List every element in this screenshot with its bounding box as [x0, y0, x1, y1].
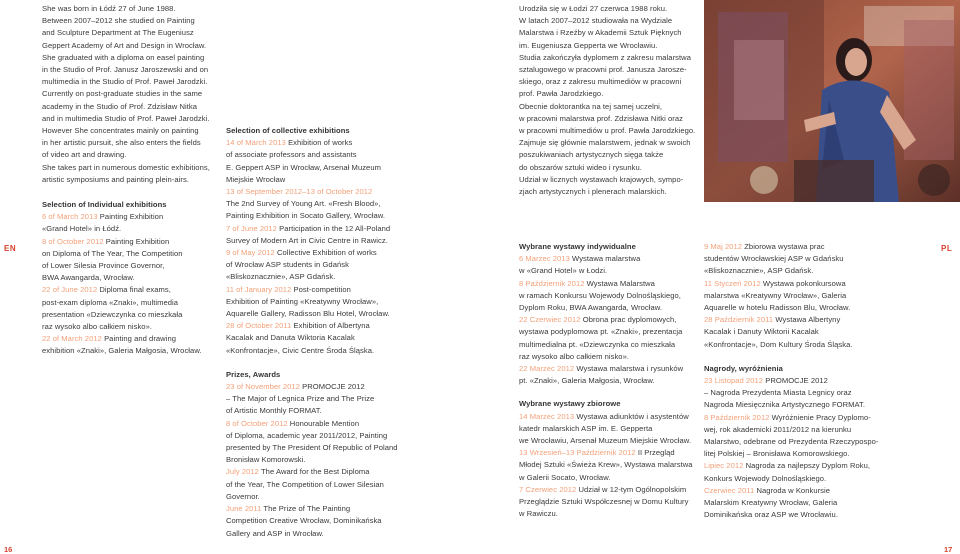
entry-text: Wystawa Albertyny — [773, 315, 841, 325]
en-collective-exhibitions — [226, 125, 422, 357]
entry-date: 8 Październik 2012 — [704, 412, 770, 422]
bio-line: zjach artystycznych i plenerach malarskich. — [519, 187, 667, 197]
pl-collective-exhibitions-continued — [704, 241, 888, 351]
bio-line: w pracowni multimediów u prof. Pawła Jarodzkiego. — [519, 126, 696, 136]
section-heading: Wybrane wystawy zbiorowe — [519, 399, 621, 409]
bio-line: and in multimedia Studio of Prof. Paweł Jarodzki. — [42, 113, 210, 123]
exhibition-entry — [704, 278, 888, 290]
entry-text: Wystawa pokonkursowa — [760, 278, 846, 288]
entry-date: July 2012 — [226, 467, 259, 477]
bio-line: She takes part in numerous domestic exhibitions, — [42, 162, 210, 172]
entry-date: 28 Październik 2011 — [704, 315, 774, 325]
section-heading: Prizes, Awards — [226, 369, 281, 379]
exhibition-entry — [519, 253, 703, 265]
bio-line: in the Studio of Prof. Janusz Jaroszewski and on — [42, 65, 209, 75]
entry-line: of the Year, The Competition of Lower Silesian — [226, 479, 384, 489]
entry-line: on Diploma of The Year, The Competition — [42, 248, 183, 258]
entry-line: w «Grand Hotel» w Łodzi. — [519, 266, 608, 276]
entry-text: The Award for the Best Diploma — [258, 467, 370, 477]
entry-date: Lipiec 2012 — [704, 461, 744, 471]
exhibition-entry — [226, 466, 422, 478]
bio-line: academy in the Studio of Prof. Zdzisław Nitka — [42, 101, 198, 111]
entry-line: Governor. — [226, 491, 260, 501]
entry-date: 22 Czerwiec 2012 — [519, 315, 581, 325]
entry-date: 8 of October 2012 — [226, 418, 288, 428]
bio-line: in her artistic pursuit, she also enters the fields — [42, 138, 201, 148]
exhibition-entry — [519, 314, 703, 326]
section-heading: Nagrody, wyróżnienia — [704, 363, 783, 373]
bio-line: She was born in Łódź 27 of June 1988. — [42, 4, 176, 13]
exhibition-entry — [226, 223, 422, 235]
page-number-right: 17 — [944, 545, 953, 554]
entry-date: 28 of October 2011 — [226, 321, 292, 331]
bio-line: multimedia in the Studio of Prof. Paweł Jarodzki. — [42, 77, 208, 87]
en-individual-exhibitions — [42, 199, 228, 358]
entry-line: Malarstwo, odebrane od Prezydenta Rzeczypospo- — [704, 437, 879, 447]
bio-line: Zajmuje się głównie malarstwem, jednak w swoich — [519, 138, 691, 148]
language-label-pl: PL — [941, 244, 953, 253]
bio-line: skiego, oraz z zakresu multimediów w pracowni — [519, 77, 682, 87]
exhibition-entry — [704, 460, 888, 472]
entry-line: Dyplom Roku, BWA Awangarda, Wrocław. — [519, 303, 663, 313]
entry-date: 6 Marzec 2013 — [519, 254, 570, 264]
entry-line: – Nagroda Prezydenta Miasta Legnicy oraz — [704, 388, 852, 398]
entry-line: exhibition «Znaki», Galeria Małgosia, Wrocław. — [42, 346, 202, 356]
bio-line: Obecnie doktorantka na tej samej uczelni, — [519, 101, 663, 111]
entry-text: Painting Exhibition — [103, 236, 170, 246]
entry-line: Nagroda Miesięcznika Artystycznego FORMAT. — [704, 400, 866, 410]
entry-date: 9 of May 2012 — [226, 248, 275, 258]
exhibition-entry — [226, 418, 422, 430]
exhibition-entry — [42, 211, 228, 223]
entry-text: Painting and drawing — [101, 334, 176, 344]
entry-text: Wystawa malarstwa i rysunków — [574, 364, 684, 374]
entry-line: «Konfrontacje», Civic Centre Środa Śląska. — [226, 345, 375, 355]
entry-date: 11 Styczeń 2012 — [704, 278, 761, 288]
entry-date: 22 Marzec 2012 — [519, 364, 575, 374]
entry-text: PROMOCJE 2012 — [763, 376, 828, 386]
bio-line: poszukiwaniach artystycznych sięga także — [519, 150, 664, 160]
en-column-1 — [42, 3, 228, 358]
entry-line: Kacalak and Danuta Wiktoria Kacalak — [226, 333, 355, 343]
bio-line: Currently on post-graduate studies in the same — [42, 89, 203, 99]
entry-date: 8 Październik 2012 — [519, 278, 585, 288]
entry-text: The Prize of The Painting — [261, 504, 351, 514]
bio-line: sztalugowego w pracowni prof. Janusza Jarosze- — [519, 65, 687, 75]
entry-text: Honourable Mention — [287, 418, 360, 428]
entry-line: Aquarelle w hotelu Radisson Blu, Wrocław. — [704, 303, 851, 313]
entry-line: Aquarelle Gallery, Radisson Blu Hotel, Wrocław. — [226, 309, 390, 319]
entry-text: Painting Exhibition — [97, 212, 164, 222]
entry-date: 7 of June 2012 — [226, 223, 277, 233]
bio-line: Malarstwa i Rzeźby w Akademii Sztuk Pięknych — [519, 28, 682, 38]
exhibition-entry — [226, 247, 422, 259]
entry-text: Wyróżnienie Pracy Dyplomo- — [769, 412, 871, 422]
exhibition-entry — [704, 241, 888, 253]
entry-line: of Lower Silesia Province Governor, — [42, 261, 165, 271]
pl-prizes-awards — [704, 363, 888, 522]
exhibition-entry — [519, 447, 703, 459]
exhibition-entry — [42, 236, 228, 248]
bio-line: artistic symposiums and painting plein-airs. — [42, 174, 189, 184]
pl-biography — [519, 3, 703, 198]
entry-line: Przeglądzie Sztuki Współczesnej w Domu Kultury — [519, 497, 689, 507]
entry-line: presentation «Dziewczynka co mieszkała — [42, 309, 183, 319]
entry-text: Participation in the 12 All-Poland — [276, 223, 391, 233]
entry-date: 14 of March 2013 — [226, 138, 286, 148]
entry-line: pt. «Znaki», Galeria Małgosia, Wrocław. — [519, 376, 655, 386]
entry-date: 22 of June 2012 — [42, 285, 98, 295]
exhibition-entry — [226, 137, 422, 149]
bio-line: Between 2007–2012 she studied on Painting — [42, 16, 195, 26]
en-prizes-awards — [226, 369, 422, 540]
entry-line: Kacalak i Danuty Wiktorii Kacalak — [704, 327, 819, 337]
bio-line: Urodziła się w Łodzi 27 czerwca 1988 roku. — [519, 4, 668, 13]
entry-line: we Wrocławiu, Arsenał Muzeum Miejskie Wrocław. — [519, 436, 692, 446]
entry-line: of Wrocław ASP students in Gdańsk — [226, 260, 349, 270]
entry-text: Wystawa malarstwa — [569, 254, 641, 264]
entry-line: malarstwa «Kreatywny Wrocław», Galeria — [704, 290, 847, 300]
exhibition-entry — [704, 485, 888, 497]
entry-line: The 2nd Survey of Young Art. «Fresh Blood», — [226, 199, 381, 209]
entry-line: presented by The President Of Republic of Poland — [226, 443, 398, 453]
section-heading: Selection of collective exhibitions — [226, 126, 350, 135]
entry-line: Exhibition of Painting «Kreatywny Wrocław», — [226, 296, 379, 306]
entry-line: Malarskim Kreatywny Wrocław, Galeria — [704, 498, 838, 508]
entry-line: katedr malarskich ASP im. E. Gepperta — [519, 423, 653, 433]
entry-line: w ramach Konkursu Wojewody Dolnośląskiego, — [519, 290, 681, 300]
entry-line: wystawa podyplomowa pt. «Znaki», prezentacja — [519, 327, 683, 337]
entry-text: Diploma final exams, — [97, 285, 171, 295]
page-number-left: 16 — [4, 545, 13, 554]
section-heading: Wybrane wystawy indywidualne — [519, 242, 636, 251]
exhibition-entry — [42, 333, 228, 345]
bio-line: Studia zakończyła dyplomem z zakresu malarstwa — [519, 52, 691, 62]
exhibition-entry — [704, 412, 888, 424]
pl-column-2 — [519, 241, 703, 520]
exhibition-entry — [704, 375, 888, 387]
entry-text: Post-competition — [291, 284, 351, 294]
entry-date: 9 Maj 2012 — [704, 242, 743, 251]
entry-line: Młodej Sztuki «Świeża Krew», Wystawa malarstwa — [519, 460, 693, 470]
pl-collective-exhibitions — [519, 398, 703, 520]
bio-line: She graduated with a diploma on easel painting — [42, 52, 205, 62]
bio-line: W latach 2007–2012 studiowała na Wydziale — [519, 16, 673, 26]
entry-text: Collective Exhibition of works — [274, 248, 377, 258]
bio-line: prof. Pawła Jarodzkiego. — [519, 89, 604, 99]
section-heading: Selection of Individual exhibitions — [42, 200, 167, 210]
bio-line: Geppert Academy of Art and Design in Wrocław. — [42, 40, 207, 50]
entry-line: wej, rok akademicki 2011/2012 na kierunku — [704, 424, 852, 434]
entry-line: of associate professors and assistants — [226, 150, 357, 160]
language-label-en: EN — [4, 244, 17, 253]
entry-line: Dominikańska oraz ASP we Wrocławiu. — [704, 510, 838, 520]
entry-line: Konkurs Wojewody Dolnośląskiego. — [704, 473, 827, 483]
bio-line: im. Eugeniusza Gepperta we Wrocławiu. — [519, 40, 658, 50]
entry-date: 13 Wrzesień–13 Październik 2012 — [519, 448, 636, 458]
entry-date: 23 of November 2012 — [226, 382, 300, 392]
exhibition-entry — [226, 381, 422, 393]
exhibition-entry — [226, 503, 422, 515]
entry-text: Nagroda w Konkursie — [754, 485, 831, 495]
entry-date: 6 of March 2013 — [42, 212, 98, 222]
exhibition-entry — [42, 284, 228, 296]
artist-painting-photo — [704, 0, 960, 202]
entry-date: June 2011 — [226, 504, 262, 514]
entry-line: «Konfrontacje», Dom Kultury Środa Śląska. — [704, 339, 853, 349]
exhibition-entry — [519, 411, 703, 423]
entry-line: «Bliskoznacznie», ASP Gdańsk. — [226, 272, 336, 282]
bio-line: w pracowni malarstwa prof. Zdzisława Nitki oraz — [519, 113, 683, 123]
en-column-2 — [226, 125, 422, 540]
pl-individual-exhibitions — [519, 241, 703, 387]
entry-text: Obrona prac dyplomowych, — [580, 315, 677, 325]
exhibition-entry — [704, 314, 888, 326]
entry-text: Wystawa Malarstwa — [584, 278, 655, 288]
entry-date: 14 Marzec 2013 — [519, 411, 575, 421]
entry-text: Wystawa adiunktów i asystentów — [574, 411, 689, 421]
exhibition-entry — [519, 363, 703, 375]
entry-line: of Artistic Monthly FORMAT. — [226, 406, 322, 416]
entry-text: Zbiorowa wystawa prac — [742, 242, 825, 251]
entry-line: studentów Wrocławskiej ASP w Gdańsku — [704, 254, 844, 264]
entry-line: multimedialna pt. «Dziewczynka co mieszkała — [519, 339, 676, 349]
entry-line: E. Geppert ASP in Wrocław, Arsenał Muzeum — [226, 162, 381, 172]
bio-line: do obszarów sztuki wideo i rysunku. — [519, 162, 642, 172]
entry-line: Miejskie Wrocław — [226, 174, 286, 184]
entry-line: post-exam diploma «Znaki», multimedia — [42, 297, 179, 307]
bio-line: Udział w licznych wystawach krajowych, sympo- — [519, 174, 684, 184]
entry-date: Czerwiec 2011 — [704, 485, 755, 495]
entry-date: 7 Czerwiec 2012 — [519, 484, 577, 494]
entry-text: Udział w 12-tym Ogólnopolskim — [576, 484, 687, 494]
bio-line: However She concentrates mainly on painting — [42, 126, 199, 136]
pl-column-1 — [519, 3, 703, 198]
entry-line: Gallery and ASP in Wrocław. — [226, 528, 324, 538]
entry-line: Survey of Modern Art in Civic Centre in Rawicz. — [226, 235, 388, 245]
entry-line: – The Major of Legnica Prize and The Prize — [226, 394, 375, 404]
artist-photo — [704, 0, 960, 202]
exhibition-entry — [226, 320, 422, 332]
exhibition-entry — [519, 278, 703, 290]
entry-line: Competition Creative Wrocław, Dominikańska — [226, 516, 382, 526]
entry-line: «Bliskoznacznie», ASP Gdańsk. — [704, 266, 814, 276]
entry-line: w Galerii Socato, Wrocław. — [519, 472, 611, 482]
entry-text: Exhibition of works — [285, 138, 353, 148]
entry-line: Painting Exhibition in Socato Gallery, Wrocław. — [226, 211, 386, 221]
entry-date: 11 of January 2012 — [226, 284, 292, 294]
entry-line: Bronisław Komorowski. — [226, 455, 306, 465]
bio-line: of video art and drawing. — [42, 150, 127, 160]
entry-date: 13 of September 2012–13 of October 2012 — [226, 187, 373, 197]
entry-line: «Grand Hotel» in Łódź. — [42, 224, 122, 234]
exhibition-entry — [226, 284, 422, 296]
entry-line: raz wysoko albo całkiem nisko». — [42, 322, 153, 332]
entry-date: 23 Listopad 2012 — [704, 376, 764, 386]
entry-line: w Rawiczu. — [519, 509, 558, 519]
entry-line: BWA Awangarda, Wrocław. — [42, 273, 135, 283]
entry-text: Exhibition of Albertyna — [291, 321, 370, 331]
entry-date: 22 of March 2012 — [42, 334, 102, 344]
entry-text: Nagroda za najlepszy Dyplom Roku, — [743, 461, 871, 471]
entry-line: of Diploma, academic year 2011/2012, Painting — [226, 430, 388, 440]
entry-text: II Przegląd — [635, 448, 675, 458]
en-biography — [42, 3, 228, 186]
exhibition-entry — [226, 186, 422, 198]
exhibition-entry — [519, 484, 703, 496]
entry-text: PROMOCJE 2012 — [299, 382, 365, 392]
pl-column-3 — [704, 241, 888, 521]
entry-date: 8 of October 2012 — [42, 236, 104, 246]
entry-line: litej Polskiej – Bronisława Komorowskiego. — [704, 449, 850, 459]
bio-line: and Sculpture Department at The Eugeniusz — [42, 28, 194, 38]
entry-line: raz wysoko albo całkiem nisko». — [519, 351, 630, 361]
